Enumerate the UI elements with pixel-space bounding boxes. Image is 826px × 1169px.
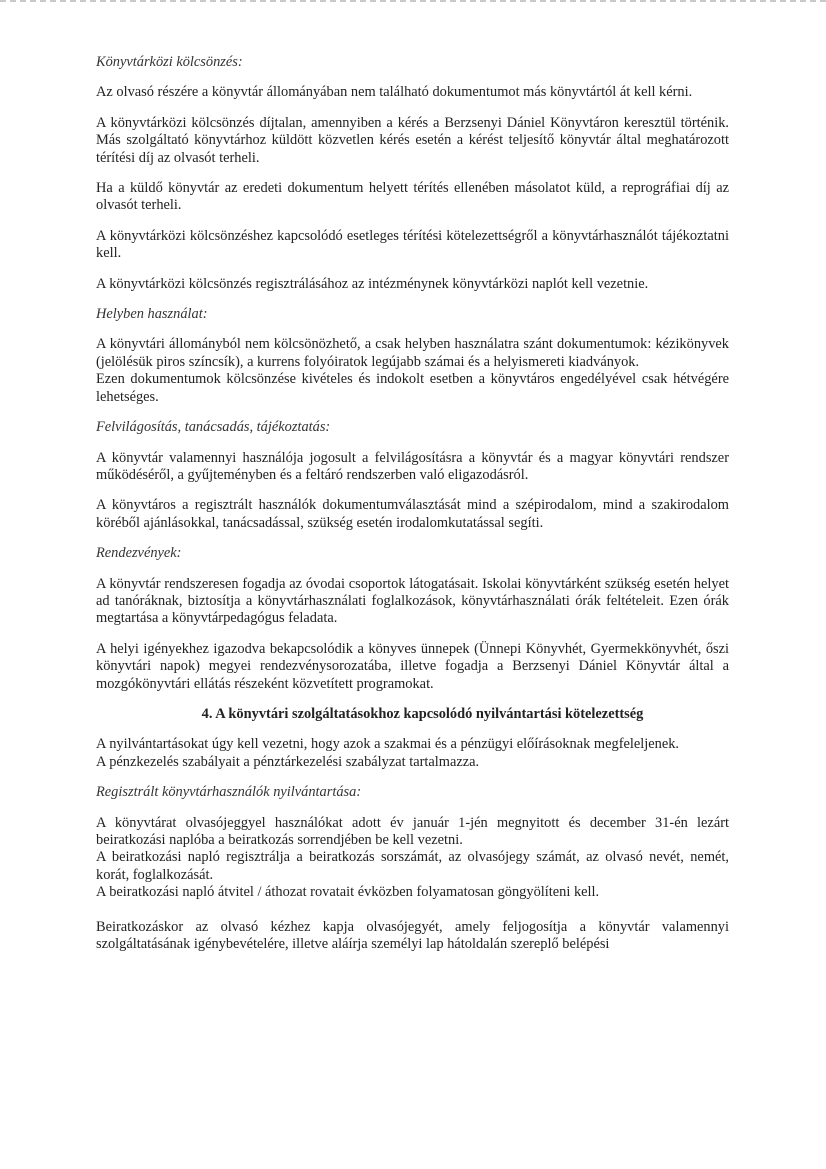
paragraph: A könyvtár valamennyi használója jogosult a felvilágosításra a könyvtár és a magyar könyvtári rendszer működéséről, a gyűjteményben és a feltáró rendszerben való eligazodásról. — [96, 449, 729, 483]
paragraph: A beiratkozási napló átvitel / áthozat rovatait évközben folyamatosan göngyölíteni kell. — [96, 884, 600, 901]
paragraph: Ezen dokumentumok kölcsönzése kivételes és indokolt esetben a könyvtáros engedélyével csak hétvégére lehetséges. — [96, 371, 729, 405]
paragraph: Az olvasó részére a könyvtár állományában nem található dokumentumot más könyvtártól át kell kérni. — [96, 84, 693, 101]
paragraph: A könyvtárközi kölcsönzéshez kapcsolódó esetleges térítési kötelezettségről a könyvtárhasználót tájékoztatni kell. — [96, 227, 729, 262]
paragraph: A pénzkezelés szabályait a pénztárkezelési szabályzat tartalmazza. — [96, 753, 480, 770]
paragraph: A beiratkozási napló regisztrálja a beiratkozás sorszámát, az olvasójegy számát, az olvasó nevét, nemét, korát, foglalkozását. — [96, 849, 729, 883]
paragraph: A könyvtár rendszeresen fogadja az óvodai csoportok látogatásait. Iskolai könyvtárként szükség esetén helyet ad tanóráknak, biztosítja a könyvtárhasználati foglalkozások, könyvtárhasználati órák feltételeit. Ezen órák megtartása a könyvtárpedagógus feladata. — [96, 575, 729, 627]
paragraph: A könyvtári állományból nem kölcsönözhető, a csak helyben használatra szánt dokumentumok: kézikönyvek (jelölésük piros színcsík), a kurrens folyóiratok legújabb számai és a helyismereti kiadványok. — [96, 336, 729, 370]
paragraph: A könyvtáros a regisztrált használók dokumentumválasztását mind a szépirodalom, mind a szakirodalom köréből ajánlásokkal, tanácsadással, szükség esetén irodalomkutatással segíti. — [96, 497, 729, 531]
numbered-section-heading: 4. A könyvtári szolgáltatásokhoz kapcsolódó nyilvántartási kötelezettség — [201, 705, 644, 722]
paragraph: A helyi igényekhez igazodva bekapcsolódik a könyves ünnepek (Ünnepi Könyvhét, Gyermekkönyvhét, őszi könyvtári napok) megyei rendezvénysorozatába, illetve fogadja a Berzsenyi Dániel Könyvtár által a mozgókönyvtári ellátás részeként közvetített programokat. — [96, 640, 729, 692]
paragraph: A könyvtárközi kölcsönzés regisztrálásához az intézménynek könyvtárközi naplót kell vezetnie. — [96, 275, 649, 292]
paragraph: Ha a küldő könyvtár az eredeti dokumentum helyett térítés ellenében másolatot küld, a reprográfiai díj az olvasót terheli. — [96, 180, 729, 214]
section-heading-events: Rendezvények: — [96, 545, 182, 562]
paragraph: A könyvtárat olvasójeggyel használókat adott év január 1-jén megnyitott és december 31-én lezárt beiratkozási naplóba a beiratkozás sorrendjében be kell vezetni. — [96, 814, 729, 848]
section-heading-information: Felvilágosítás, tanácsadás, tájékoztatás: — [96, 419, 331, 436]
paragraph: A nyilvántartásokat úgy kell vezetni, hogy azok a szakmai és a pénzügyi előírásoknak megfeleljenek. — [96, 736, 680, 753]
scan-edge-line — [0, 0, 826, 6]
section-heading-interlibrary-loan: Könyvtárközi kölcsönzés: — [96, 54, 243, 70]
paragraph: A könyvtárközi kölcsönzés díjtalan, amennyiben a kérés a Berzsenyi Dániel Könyvtáron keresztül történik. Más szolgáltató könyvtárhoz küldött közvetlen kérés esetén a kérést teljesítő könyvtár által meghatározott térítési díj az olvasót terheli. — [96, 114, 729, 166]
section-heading-onsite-use: Helyben használat: — [96, 306, 208, 323]
paragraph: Beiratkozáskor az olvasó kézhez kapja olvasójegyét, amely feljogosítja a könyvtár valamennyi szolgáltatásának igénybevételére, illetve aláírja személyi lap hátoldalán szereplő belépési — [96, 918, 729, 953]
section-heading-registered-users: Regisztrált könyvtárhasználók nyilvántartása: — [96, 784, 362, 801]
document-body — [96, 54, 729, 966]
